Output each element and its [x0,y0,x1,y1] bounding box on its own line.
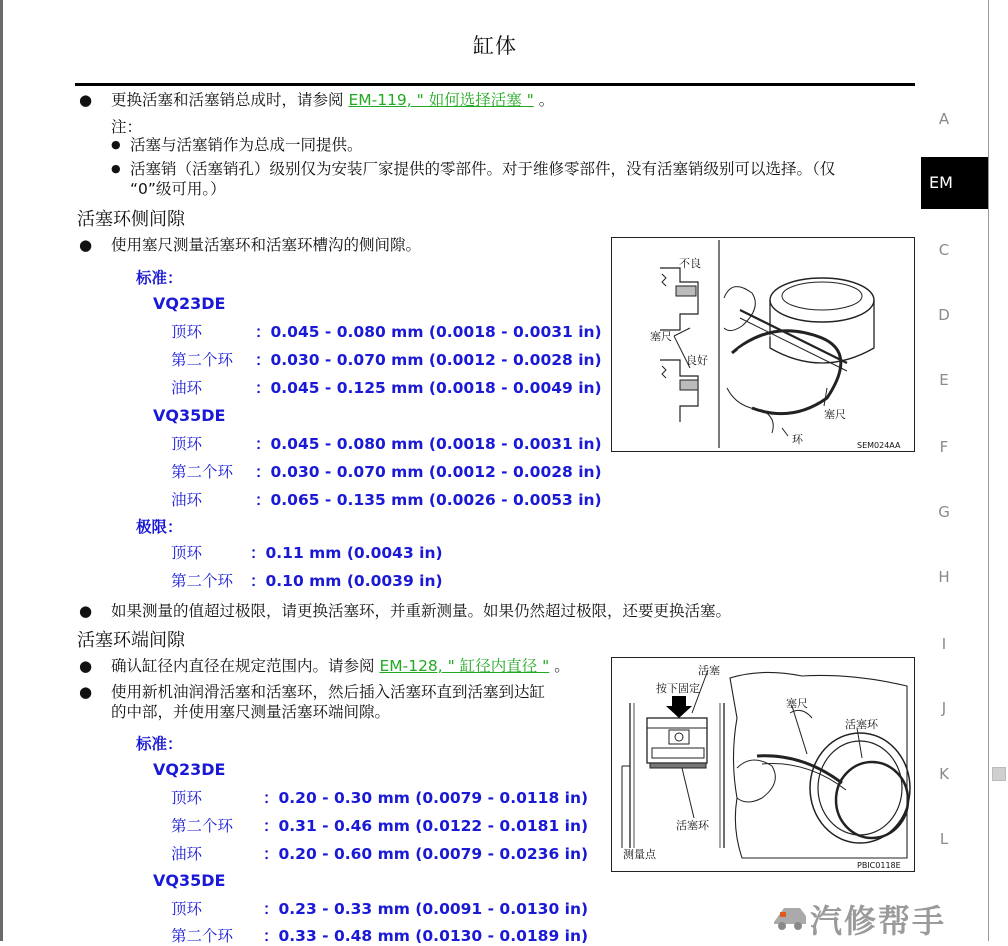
label-piston-ring: 活塞环 [845,718,878,731]
spec-value: ：0.045 - 0.080 mm (0.0018 - 0.0031 in) [255,323,602,341]
replace-ring-bullet: 如果测量的值超过极限，请更换活塞环，并重新测量。如果仍然超过极限，还要更换活塞。 [111,602,732,620]
spec-value: ：0.030 - 0.070 mm (0.0012 - 0.0028 in) [255,351,602,369]
intro-bullet-end: 。 [538,91,555,109]
label-ring: 环 [792,433,803,446]
label-feeler-gauge: 塞尺 [650,330,672,343]
section-heading-end-gap: 活塞环端间隙 [77,630,185,651]
label-bad: 不良 [679,257,701,270]
side-tab-k[interactable]: K [939,765,949,783]
note-item-2-line1: 活塞销（活塞销孔）级别仅为安装厂家提供的零部件。对于维修零部件，没有活塞销级别可以选择。（仅 [130,160,836,178]
spec-value: ：0.20 - 0.30 mm (0.0079 - 0.0118 in) [263,789,589,807]
standard-label: 标准： [136,735,183,753]
bullet-dot: ● [111,162,121,175]
bullet-dot: ● [79,236,93,254]
bullet-dot: ● [111,138,121,151]
end-gap-bullet-2-line2: 的中部，并使用塞尺测量活塞环端间隙。 [111,703,391,721]
side-tab-l[interactable]: L [939,830,949,848]
left-page-edge [0,0,3,941]
spec-value: ：0.20 - 0.60 mm (0.0079 - 0.0236 in) [263,845,589,863]
figure-code: PBIC0118E [857,861,901,870]
spec-value: ：0.11 mm (0.0043 in) [250,544,443,562]
side-tab-h[interactable]: H [938,568,950,586]
watermark-text: 汽修帮手 [810,902,947,940]
intro-bullet-text: 更换活塞和活塞销总成时，请参阅 [111,91,344,109]
spec-name: 油环 [171,491,203,509]
side-tab-j[interactable]: J [941,699,947,717]
page-title: 缸体 [473,34,517,58]
figure-code: SEM024AA [857,441,901,450]
model-name: VQ35DE [153,406,226,425]
end-gap-bullet-1-text: 确认缸径内直径在规定范围内。请参阅 [111,657,375,675]
note-label: 注： [111,118,143,136]
link-em119[interactable]: EM-119, " 如何选择活塞 " [348,91,534,109]
figure-side-clearance [611,237,915,452]
intro-bullet [111,90,554,110]
end-gap-bullet-1 [111,656,570,676]
spec-name: 第二个环 [171,572,234,590]
spec-value: ：0.31 - 0.46 mm (0.0122 - 0.0181 in) [263,817,589,835]
end-gap-bullet-1-end: 。 [554,657,570,675]
label-feeler-gauge: 塞尺 [824,408,846,421]
section-heading-side-clearance: 活塞环侧间隙 [77,209,185,230]
spec-name: 第二个环 [171,463,234,481]
note-item-1: 活塞与活塞销作为总成一同提供。 [130,136,363,154]
bullet-dot: ● [79,91,93,109]
spec-value: ：0.23 - 0.33 mm (0.0091 - 0.0130 in) [263,900,589,918]
spec-name: 顶环 [171,435,203,453]
model-name: VQ23DE [153,294,226,313]
spec-name: 油环 [171,845,203,863]
title-divider [75,83,915,86]
side-tab-em[interactable]: EM [921,157,988,209]
spec-value: ：0.045 - 0.125 mm (0.0018 - 0.0049 in) [255,379,602,397]
spec-value: ：0.33 - 0.48 mm (0.0130 - 0.0189 in) [263,927,589,945]
note-item-2-line2: “0”级可用。） [130,180,226,198]
spec-name: 第二个环 [171,351,234,369]
watermark-logo-icon [770,898,810,934]
end-gap-bullet-2-line1: 使用新机油润滑活塞和活塞环，然后插入活塞环直到活塞到达缸 [111,683,546,701]
standard-label: 标准： [136,269,183,287]
watermark [770,896,1008,940]
label-feeler-gauge: 塞尺 [786,697,808,710]
link-em128[interactable]: EM-128, " 缸径内直径 " [379,657,550,675]
label-press-fix: 按下固定 [656,682,700,695]
label-good: 良好 [686,354,708,367]
figure-end-gap [611,657,915,872]
bullet-dot: ● [79,602,93,620]
bullet-dot: ● [79,657,93,675]
side-tab-c[interactable]: C [938,241,950,259]
model-name: VQ35DE [153,871,226,890]
label-measure-point: 测量点 [623,848,656,861]
spec-name: 顶环 [171,789,203,807]
side-tab-i[interactable]: I [941,635,947,653]
spec-name: 第二个环 [171,927,234,945]
scrollbar-track[interactable] [988,0,1008,941]
limit-label: 极限： [136,518,183,536]
side-tab-e[interactable]: E [939,371,949,389]
spec-name: 顶环 [171,900,203,918]
side-clearance-illustration [612,238,913,450]
spec-name: 顶环 [171,323,203,341]
model-name: VQ23DE [153,760,226,779]
spec-value: ：0.030 - 0.070 mm (0.0012 - 0.0028 in) [255,463,602,481]
scrollbar-thumb[interactable] [992,767,1006,781]
side-tab-d[interactable]: D [938,306,950,324]
spec-name: 顶环 [171,544,203,562]
spec-value: ：0.065 - 0.135 mm (0.0026 - 0.0053 in) [255,491,602,509]
label-piston-ring: 活塞环 [676,819,709,832]
side-tab-g[interactable]: G [938,503,950,521]
spec-name: 第二个环 [171,817,234,835]
label-piston: 活塞 [698,664,720,677]
side-tab-a[interactable]: A [938,110,950,128]
spec-value: ：0.045 - 0.080 mm (0.0018 - 0.0031 in) [255,435,602,453]
side-tab-f[interactable]: F [939,438,949,456]
bullet-dot: ● [79,683,93,701]
spec-value: ：0.10 mm (0.0039 in) [250,572,443,590]
side-clearance-bullet: 使用塞尺测量活塞环和活塞环槽沟的侧间隙。 [111,236,422,254]
spec-name: 油环 [171,379,203,397]
